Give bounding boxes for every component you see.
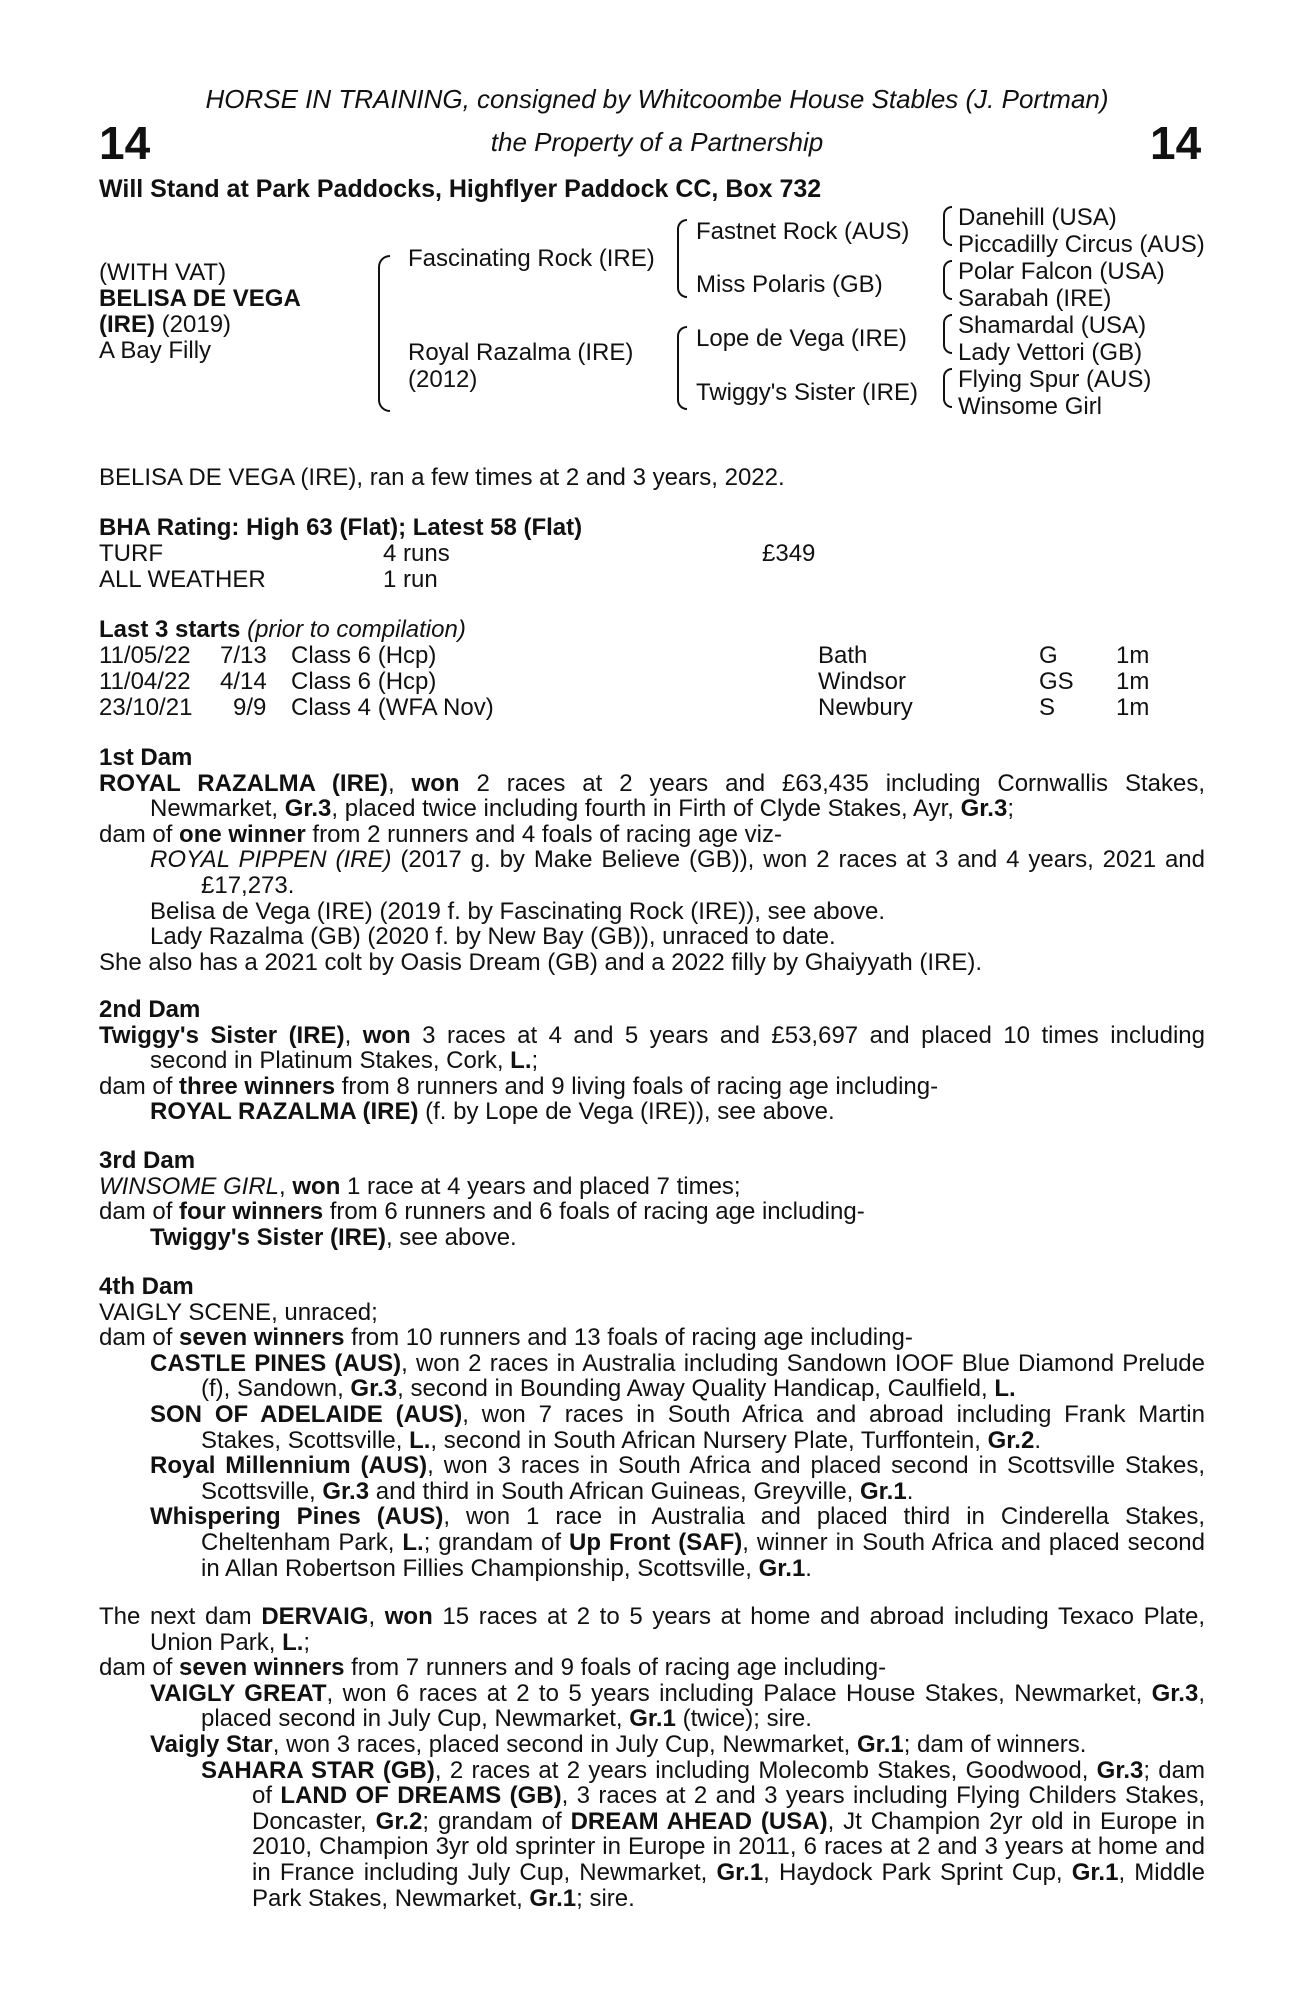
sire-dam: Miss Polaris (GB) — [696, 271, 883, 298]
produce-entry: ROYAL RAZALMA (IRE) (f. by Lope de Vega (IRE)), see above. — [150, 1098, 835, 1126]
horse-description: A Bay Filly — [99, 337, 212, 364]
third-dam-section — [99, 1148, 1205, 1250]
turf-surface: TURF — [99, 540, 163, 567]
turf-runs: 4 runs — [383, 540, 450, 567]
dsd: Lady Vettori (GB) — [958, 339, 1143, 366]
start-date: 11/04/22 — [99, 668, 191, 695]
ssd: Piccadilly Circus (AUS) — [958, 231, 1205, 258]
start-pos: 9/9 — [233, 694, 267, 721]
sds: Polar Falcon (USA) — [958, 258, 1165, 285]
sss: Danehill (USA) — [958, 204, 1117, 231]
produce-entry: Belisa de Vega (IRE) (2019 f. by Fascinating Rock (IRE)), see above. — [150, 897, 886, 925]
produce-entry: SON OF ADELAIDE (AUS), won 7 races in South Africa and abroad including Frank Martin Stakes, Scottsville, L., second in South African Nursery Plate, Turffontein, Gr.2. — [150, 1400, 1205, 1454]
horse-country: (IRE) — [99, 311, 155, 338]
start-date: 11/05/22 — [99, 642, 191, 669]
pedigree-brace-dam — [677, 326, 687, 410]
produce-entry: SAHARA STAR (GB), 2 races at 2 years including Molecomb Stakes, Goodwood, Gr.3; dam of LAND OF DREAMS (GB), 3 races at 2 and 3 years including Flying Childers Stakes, Doncaster, Gr.2; grandam of DREAM AHEAD (USA), Jt Champion 2yr old in Europe in 2010, Champion 3yr old sprinter in Europe in 2011, 6 races at 2 and 3 years at home and in France including July Cup, Newmarket, Gr.1, Haydock Park Sprint Cup, Gr.1, Middle Park Stakes, Newmarket, Gr.1; sire. — [201, 1756, 1205, 1912]
dam-record: WINSOME GIRL, won 1 race at 4 years and placed 7 times; — [99, 1172, 741, 1200]
fourth-dam-section — [99, 1274, 1205, 1581]
horse-name-line2 — [99, 312, 231, 338]
produce-entry: Whispering Pines (AUS), won 1 race in Australia and placed third in Cinderella Stakes, Cheltenham Park, L.; grandam of Up Front (SAF), winner in South Africa and placed second in Allan Robertson Fillies Championship, Scottsville, Gr.1. — [150, 1503, 1206, 1582]
pedigree-brace-sd — [943, 260, 952, 300]
sire-sire: Fastnet Rock (AUS) — [696, 218, 910, 245]
start-distance: 1m — [1116, 694, 1150, 721]
sire-name: Fascinating Rock (IRE) — [408, 245, 655, 272]
dam-record: ROYAL RAZALMA (IRE), won 2 races at 2 years and £63,435 including Cornwallis Stakes, Newmarket, Gr.3, placed twice including fourth in Firth of Clyde Stakes, Ayr, Gr.3; — [99, 769, 1206, 823]
horse-year: (2019) — [155, 311, 232, 338]
pedigree-brace-ds — [943, 314, 952, 354]
last-starts-heading: Last 3 starts (prior to compilation) — [99, 616, 466, 643]
produce-summary: dam of four winners from 6 runners and 6 foals of racing age including- — [99, 1198, 865, 1226]
section-heading: 4th Dam — [99, 1273, 194, 1300]
dss: Shamardal (USA) — [958, 312, 1147, 339]
produce-entry: Vaigly Star, won 3 races, placed second in July Cup, Newmarket, Gr.1; dam of winners. — [150, 1730, 1087, 1758]
consignor-line: HORSE IN TRAINING, consigned by Whitcoombe House Stables (J. Portman) — [205, 84, 1109, 114]
stand-line: Will Stand at Park Paddocks, Highflyer Paddock CC, Box 732 — [99, 175, 822, 203]
start-course: Windsor — [818, 668, 907, 695]
pedigree-brace-sire — [677, 219, 687, 298]
lot-number-right: 14 — [1150, 117, 1202, 169]
produce-summary: dam of seven winners from 7 runners and 9 foals of racing age including- — [99, 1654, 887, 1682]
sdd: Sarabah (IRE) — [958, 285, 1112, 312]
produce-summary: dam of one winner from 2 runners and 4 foals of racing age viz- — [99, 820, 782, 848]
start-going: G — [1039, 642, 1058, 669]
produce-entry: CASTLE PINES (AUS), won 2 races in Australia including Sandown IOOF Blue Diamond Prelude (f), Sandown, Gr.3, second in Bounding Away Quality Handicap, Caulfield, L. — [150, 1349, 1205, 1403]
start-distance: 1m — [1116, 642, 1150, 669]
vat-label: (WITH VAT) — [99, 259, 227, 286]
bha-rating: BHA Rating: High 63 (Flat); Latest 58 (Flat) — [99, 514, 583, 541]
start-pos: 4/14 — [220, 668, 267, 695]
start-course: Newbury — [818, 694, 913, 721]
start-class: Class 6 (Hcp) — [291, 642, 437, 669]
next-dam-section — [99, 1604, 1205, 1911]
property-line: the Property of a Partnership — [490, 127, 824, 157]
dam-dam: Twiggy's Sister (IRE) — [696, 379, 918, 406]
horse-name: BELISA DE VEGA — [99, 285, 301, 312]
aw-surface: ALL WEATHER — [99, 566, 266, 593]
start-distance: 1m — [1116, 668, 1150, 695]
dam-year: (2012) — [408, 366, 478, 393]
start-going: S — [1039, 694, 1056, 721]
dam-record: Twiggy's Sister (IRE), won 3 races at 4 and 5 years and £53,697 and placed 10 times including second in Platinum Stakes, Cork, L.; — [99, 1021, 1205, 1075]
produce-summary: dam of three winners from 8 runners and 9 living foals of racing age including- — [99, 1072, 939, 1100]
lot-number-left: 14 — [99, 117, 151, 169]
dam-record: VAIGLY SCENE, unraced; — [99, 1298, 378, 1326]
start-class: Class 6 (Hcp) — [291, 668, 437, 695]
ddd: Winsome Girl — [958, 393, 1103, 420]
produce-entry: VAIGLY GREAT, won 6 races at 2 to 5 years including Palace House Stakes, Newmarket, Gr.3, placed second in July Cup, Newmarket, Gr.1 (twice); sire. — [150, 1679, 1205, 1733]
section-heading: 1st Dam — [99, 744, 193, 771]
start-date: 23/10/21 — [99, 694, 193, 721]
turf-prize: £349 — [762, 540, 816, 567]
start-going: GS — [1039, 668, 1074, 695]
pedigree-brace-ss — [943, 206, 952, 246]
start-course: Bath — [818, 642, 868, 669]
racing-summary: BELISA DE VEGA (IRE), ran a few times at 2 and 3 years, 2022. — [99, 464, 785, 491]
produce-entry: Royal Millennium (AUS), won 3 races in South Africa and placed second in Scottsville Stakes, Scottsville, Gr.3 and third in South African Guineas, Greyville, Gr.1. — [150, 1452, 1206, 1505]
produce-entry: ROYAL PIPPEN (IRE) (2017 g. by Make Believe (GB)), won 2 races at 3 and 4 years, 2021 and £17,273. — [150, 846, 1206, 899]
produce-note: She also has a 2021 colt by Oasis Dream (GB) and a 2022 filly by Ghaiyyath (IRE). — [99, 948, 983, 976]
produce-summary: dam of seven winners from 10 runners and 13 foals of racing age including- — [99, 1324, 913, 1352]
dam-record: The next dam DERVAIG, won 15 races at 2 to 5 years at home and abroad including Texaco Plate, Union Park, L.; — [99, 1603, 1205, 1656]
section-heading: 2nd Dam — [99, 996, 201, 1023]
second-dam-section — [99, 997, 1205, 1125]
produce-entry: Twiggy's Sister (IRE), see above. — [150, 1223, 517, 1251]
produce-entry: Lady Razalma (GB) (2020 f. by New Bay (GB)), unraced to date. — [150, 923, 836, 951]
section-heading: 3rd Dam — [99, 1147, 196, 1174]
dds: Flying Spur (AUS) — [958, 366, 1152, 393]
start-class: Class 4 (WFA Nov) — [291, 694, 494, 721]
dam-sire: Lope de Vega (IRE) — [696, 325, 907, 352]
pedigree-brace-main — [378, 255, 390, 412]
dam-name: Royal Razalma (IRE) — [408, 339, 634, 366]
start-pos: 7/13 — [220, 642, 267, 669]
pedigree-brace-dd — [943, 368, 952, 408]
aw-runs: 1 run — [383, 566, 438, 593]
first-dam-section — [99, 745, 1205, 975]
